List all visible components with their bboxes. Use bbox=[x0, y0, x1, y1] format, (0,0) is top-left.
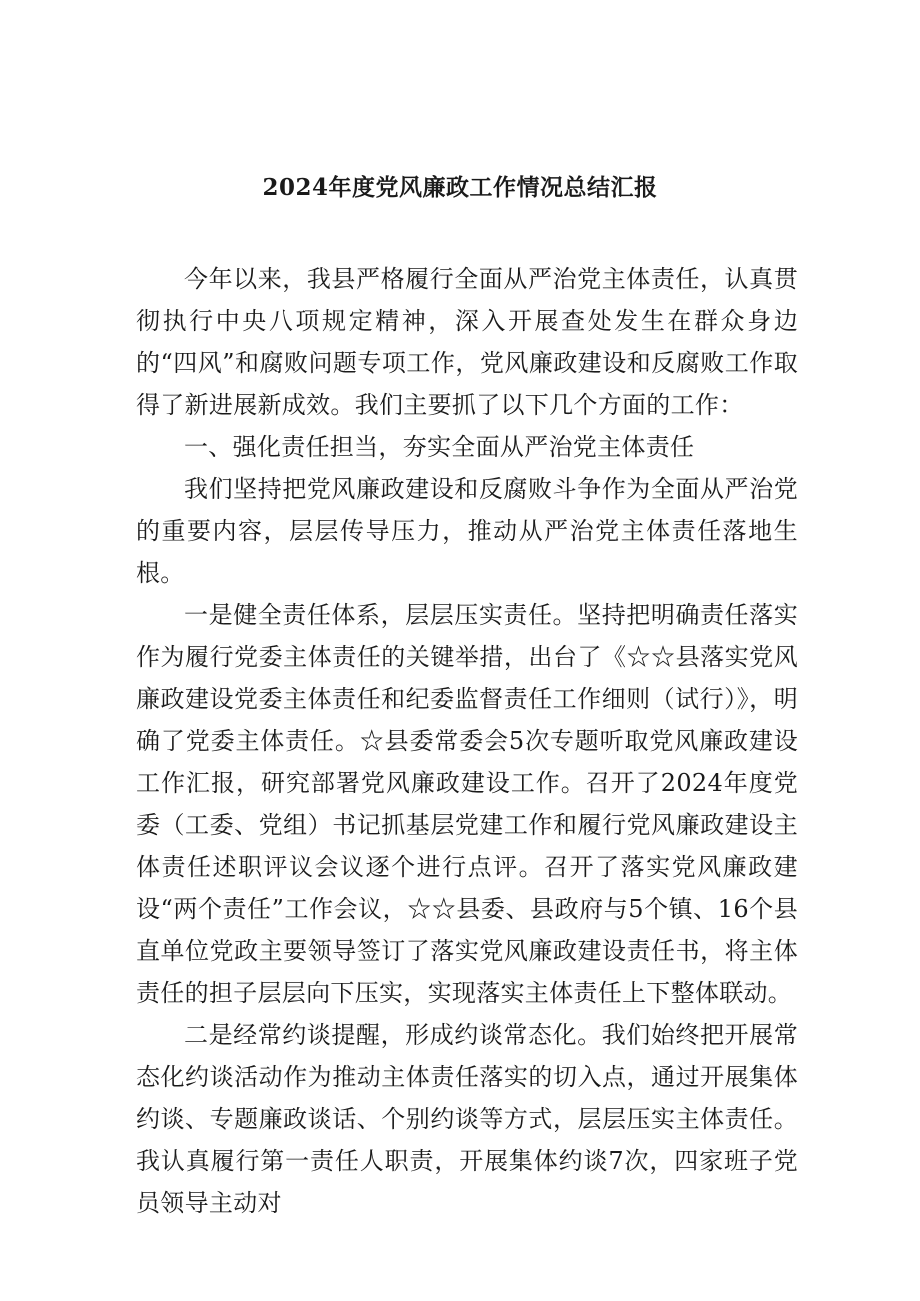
paragraph-responsibility-system: 一是健全责任体系，层层压实责任。坚持把明确责任落实作为履行党委主体责任的关键举措，出台了《☆☆县落实党风廉政建设党委主体责任和纪委监督责任工作细则（试行）》，明确了党委主体责任。☆县委常委会5次专题听取党风廉政建设工作汇报，研究部署党风廉政建设工作。召开了2024年度党委（工委、党组）书记抓基层党建工作和履行党风廉政建设主体责任述职评议会议逐个进行点评。召开了落实党风廉政建设“两个责任”工作会议，☆☆县委、县政府与5个镇、16个县直单位党政主要领导签订了落实党风廉政建设责任书，将主体责任的担子层层向下压实，实现落实主体责任上下整体联动。 bbox=[136, 601, 798, 1007]
document-title: 2024年度党风廉政工作情况总结汇报 bbox=[262, 174, 658, 201]
paragraph-intro: 今年以来，我县严格履行全面从严治党主体责任，认真贯彻执行中央八项规定精神，深入开展查处发生在群众身边的“四风”和腐败问题专项工作，党风廉政建设和反腐败工作取得了新进展新成效。我们主要抓了以下几个方面的工作： bbox=[136, 265, 798, 419]
section-heading-1: 一、强化责任担当，夯实全面从严治党主体责任 bbox=[184, 433, 695, 461]
paragraph-section-1-summary: 我们坚持把党风廉政建设和反腐败斗争作为全面从严治党的重要内容，层层传导压力，推动从严治党主体责任落地生根。 bbox=[136, 475, 798, 587]
paragraph-regular-talks: 二是经常约谈提醒，形成约谈常态化。我们始终把开展常态化约谈活动作为推动主体责任落实的切入点，通过开展集体约谈、专题廉政谈话、个别约谈等方式，层层压实主体责任。我认真履行第一责任人职责，开展集体约谈7次，四家班子党员领导主动对 bbox=[136, 1021, 798, 1217]
document-body bbox=[136, 258, 798, 1224]
